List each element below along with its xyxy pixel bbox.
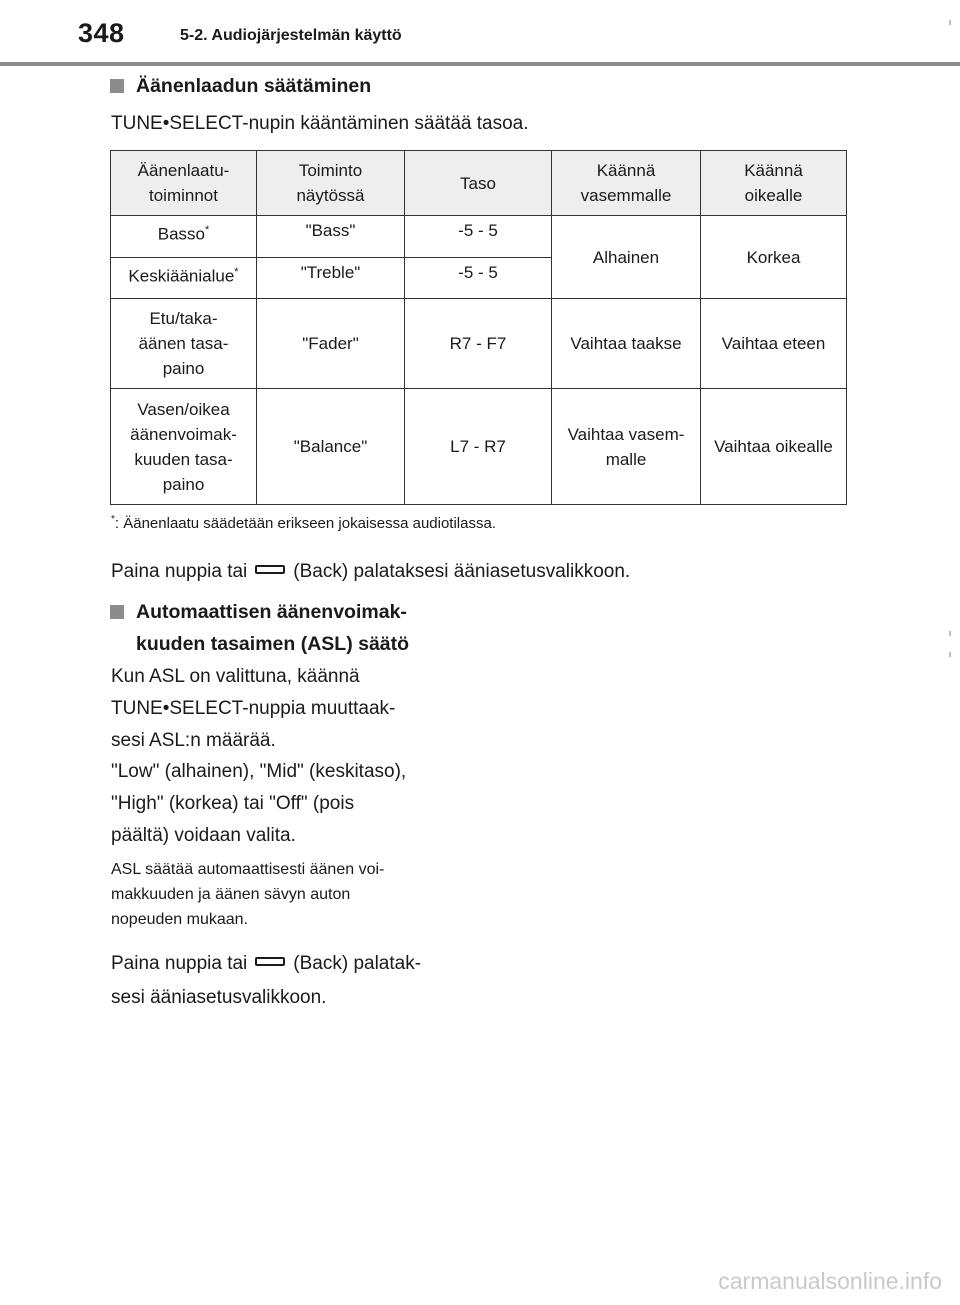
footnote-text: : Äänenlaatu säädetään erikseen jokaisessa audiotilassa. [114,515,496,532]
table-row [111,216,847,258]
gutter-mark [949,20,951,25]
sound-settings-table [110,150,847,505]
cell-display: "Balance" [257,389,405,505]
cell-level: R7 - F7 [405,299,552,389]
back-button-icon [255,957,285,966]
table-footnote [111,514,496,532]
heading-line-2: kuuden tasaimen (ASL) säätö [136,633,410,655]
gutter-mark [949,652,951,657]
watermark: carmanualsonline.info [718,1268,942,1294]
back-instruction: Paina nuppia tai (Back) palataksesi ääniasetusvalikkoon. [111,561,631,582]
heading-asl [111,596,409,660]
col-header-turn-right: Käännä oikealle [701,151,847,216]
intro-text: TUNE•SELECT-nupin kääntäminen säätää tasoa. [111,113,529,134]
cell-level: L7 - R7 [405,389,552,505]
cell-turn-left-merged: Alhainen [552,216,701,299]
square-bullet-icon [110,605,124,619]
cell-function: Etu/taka- äänen tasa- paino [111,299,257,389]
cell-display: "Fader" [257,299,405,389]
cell-function: Vasen/oikea äänenvoimak- kuuden tasa- paino [111,389,257,505]
col-header-level: Taso [405,151,552,216]
cell-function: Basso* [111,216,257,258]
cell-turn-left: Vaihtaa taakse [552,299,701,389]
table-row [111,299,847,389]
footnote-mark: * [111,514,115,525]
cell-display: "Bass" [257,216,405,258]
back-button-icon [255,565,285,574]
cell-level: -5 - 5 [405,258,552,299]
asl-paragraph-1: Kun ASL on valittuna, käännä TUNE•SELECT-nuppia muuttaak- sesi ASL:n määrää. [111,666,396,751]
square-bullet-icon [110,79,124,93]
heading-sound-quality [111,70,371,102]
page-number: 348 [78,18,125,48]
table-header-row [111,151,847,216]
col-header-display: Toiminto näytössä [257,151,405,216]
cell-level: -5 - 5 [405,216,552,258]
gutter-mark [949,631,951,636]
col-header-function: Äänenlaatu- toiminnot [111,151,257,216]
cell-function: Keskiäänialue* [111,258,257,299]
heading-text: Äänenlaadun säätäminen [136,75,372,97]
cell-turn-right: Vaihtaa oikealle [701,389,847,505]
cell-turn-right: Vaihtaa eteen [701,299,847,389]
cell-display: "Treble" [257,258,405,299]
col-header-turn-left: Käännä vasemmalle [552,151,701,216]
section-title: 5-2. Audiojärjestelmän käyttö [180,27,402,44]
asl-back-instruction: Paina nuppia tai (Back) palatak- sesi ääniasetusvalikkoon. [111,953,422,1008]
cell-turn-right-merged: Korkea [701,216,847,299]
table-row [111,389,847,505]
asl-paragraph-2: "Low" (alhainen), "Mid" (keskitaso), "High" (korkea) tai "Off" (pois päältä) voidaan valita. [111,761,407,846]
heading-line-1: Automaattisen äänenvoimak- [136,601,407,623]
header-rule [0,62,960,66]
cell-turn-left: Vaihtaa vasem- malle [552,389,701,505]
asl-note: ASL säätää automaattisesti äänen voi- makkuuden ja äänen sävyn auton nopeuden mukaan. [111,861,385,928]
